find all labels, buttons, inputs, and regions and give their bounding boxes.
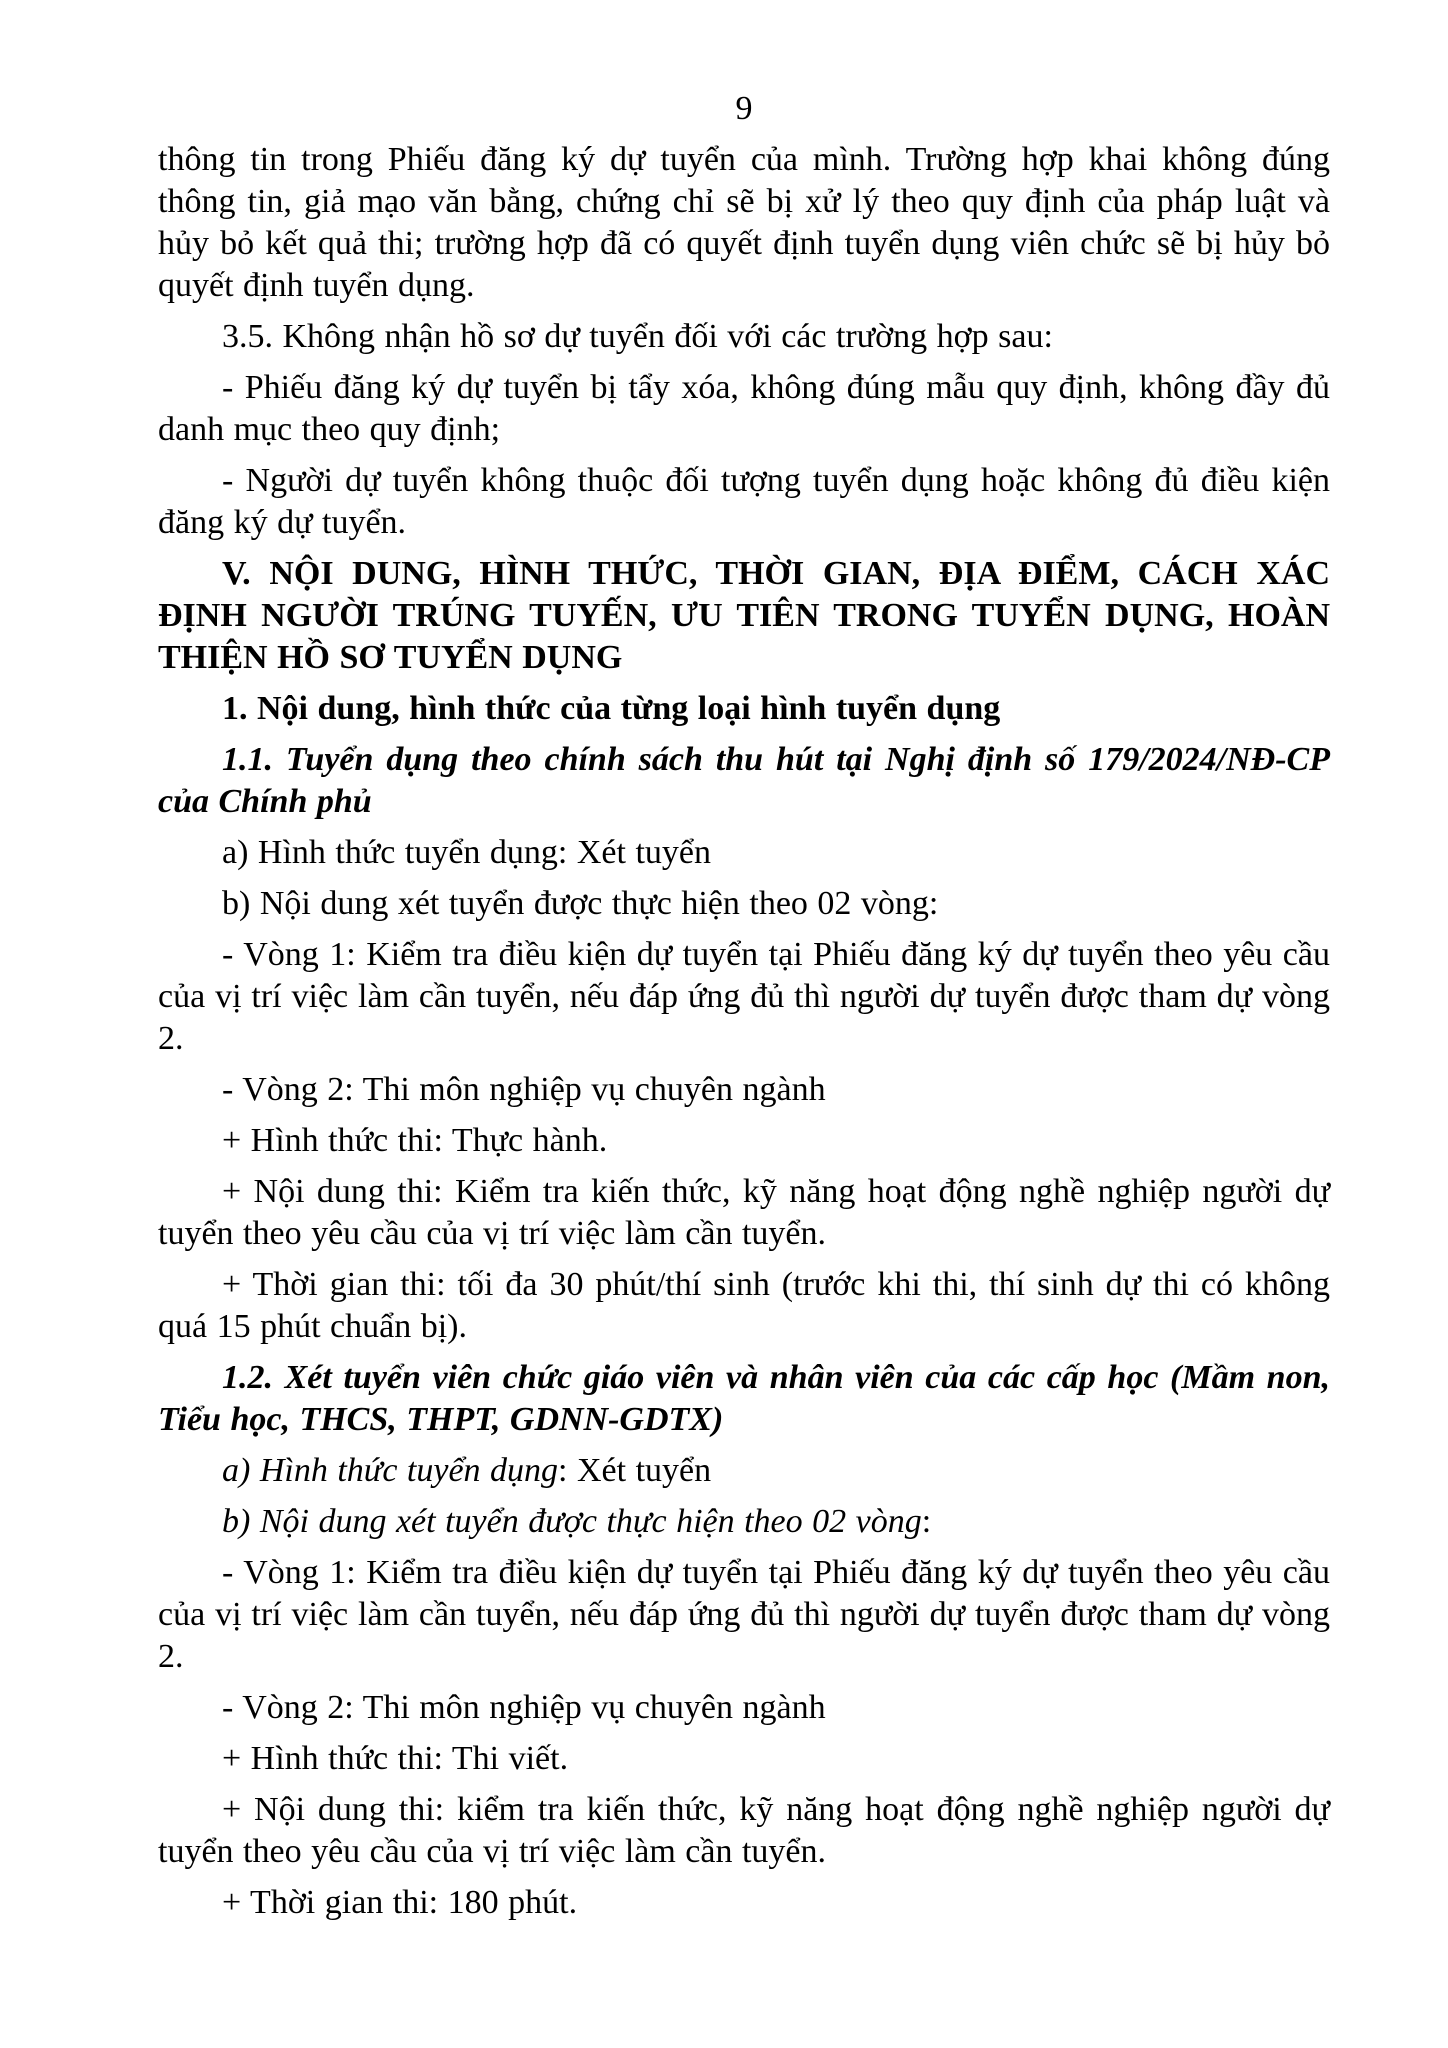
paragraph: - Người dự tuyển không thuộc đối tượng tuyển dụng hoặc không đủ điều kiện đăng ký dự tuyển. [158,462,1330,541]
paragraph: 1.1. Tuyển dụng theo chính sách thu hút tại Nghị định số 179/2024/NĐ-CP của Chính phủ [158,741,1330,820]
paragraph: 3.5. Không nhận hồ sơ dự tuyển đối với các trường hợp sau: [222,318,1053,355]
text-run: : Xét tuyển [558,1452,712,1489]
paragraph: - Phiếu đăng ký dự tuyển bị tẩy xóa, không đúng mẫu quy định, không đầy đủ danh mục theo quy định; [158,369,1330,448]
paragraph: - Vòng 2: Thi môn nghiệp vụ chuyên ngành [222,1689,826,1726]
paragraph: + Nội dung thi: kiểm tra kiến thức, kỹ năng hoạt động nghề nghiệp người dự tuyển theo yêu cầu của vị trí việc làm cần tuyển. [158,1791,1330,1870]
paragraph: - Vòng 1: Kiểm tra điều kiện dự tuyển tại Phiếu đăng ký dự tuyển theo yêu cầu của vị trí việc làm cần tuyển, nếu đáp ứng đủ thì người dự tuyển được tham dự vòng 2. [158,936,1330,1057]
paragraph: V. NỘI DUNG, HÌNH THỨC, THỜI GIAN, ĐỊA ĐIỂM, CÁCH XÁC ĐỊNH NGƯỜI TRÚNG TUYẾN, ƯU TIÊN TRONG TUYỂN DỤNG, HOÀN THIỆN HỒ SƠ TUYỂN DỤNG [158,555,1330,676]
text-run: : [921,1503,932,1540]
paragraph: 1.2. Xét tuyển viên chức giáo viên và nhân viên của các cấp học (Mầm non, Tiểu học, THCS, THPT, GDNN-GDTX) [158,1359,1330,1438]
paragraph [158,1501,1330,1543]
paragraph: - Vòng 1: Kiểm tra điều kiện dự tuyển tại Phiếu đăng ký dự tuyển theo yêu cầu của vị trí việc làm cần tuyển, nếu đáp ứng đủ thì người dự tuyển được tham dự vòng 2. [158,1554,1330,1675]
page-number: 9 [735,90,753,127]
paragraph: + Thời gian thi: 180 phút. [222,1884,578,1921]
paragraph: - Vòng 2: Thi môn nghiệp vụ chuyên ngành [222,1071,826,1108]
italic-text-run: a) Hình thức tuyển dụng [222,1452,559,1489]
paragraph: b) Nội dung xét tuyển được thực hiện theo 02 vòng: [222,885,939,922]
paragraph: + Hình thức thi: Thi viết. [222,1740,569,1777]
italic-text-run: b) Nội dung xét tuyển được thực hiện theo 02 vòng [222,1503,922,1540]
paragraph: a) Hình thức tuyển dụng: Xét tuyển [222,834,711,871]
paragraph: + Thời gian thi: tối đa 30 phút/thí sinh (trước khi thi, thí sinh dự thi có không quá 15 phút chuẩn bị). [158,1266,1330,1345]
paragraph: + Nội dung thi: Kiểm tra kiến thức, kỹ năng hoạt động nghề nghiệp người dự tuyển theo yêu cầu của vị trí việc làm cần tuyển. [158,1173,1330,1252]
paragraph: thông tin trong Phiếu đăng ký dự tuyển của mình. Trường hợp khai không đúng thông tin, giả mạo văn bằng, chứng chỉ sẽ bị xử lý theo quy định của pháp luật và hủy bỏ kết quả thi; trường hợp đã có quyết định tuyển dụng viên chức sẽ bị hủy bỏ quyết định tuyển dụng. [158,141,1330,304]
paragraph: 1. Nội dung, hình thức của từng loại hình tuyển dụng [222,690,1001,727]
document-body [158,139,1330,1924]
paragraph: + Hình thức thi: Thực hành. [222,1122,608,1159]
paragraph [158,1450,1330,1492]
